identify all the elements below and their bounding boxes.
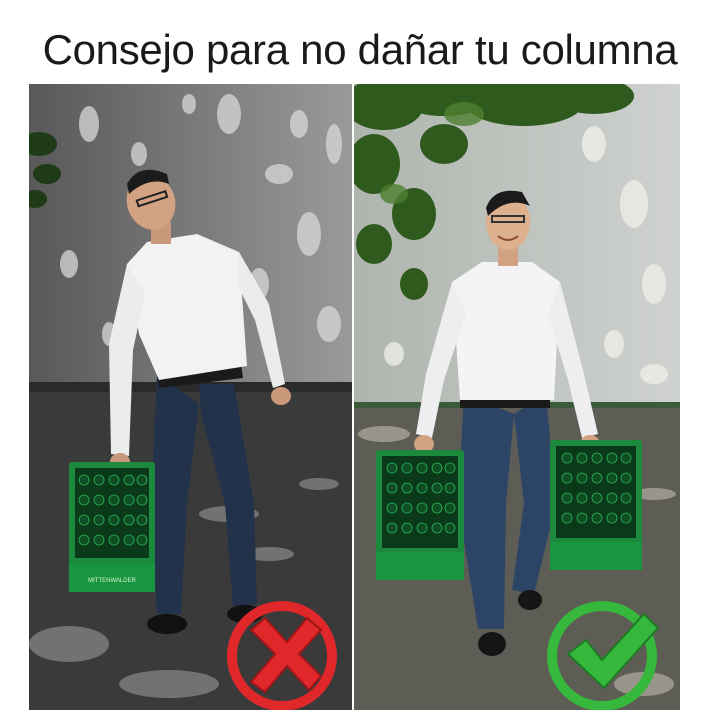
photo-right-way-drawing: [354, 84, 680, 710]
beer-crate-left: [376, 450, 464, 580]
photo-right-way: [354, 84, 680, 710]
photo-wrong-way-drawing: [29, 84, 352, 710]
photo-wrong-way: [29, 84, 352, 710]
crate-label: MITTENWALDER: [88, 578, 136, 584]
meme-title: Consejo para no dañar tu columna: [42, 26, 678, 73]
beer-crate-right: [550, 440, 642, 570]
beer-crate: [69, 462, 155, 592]
